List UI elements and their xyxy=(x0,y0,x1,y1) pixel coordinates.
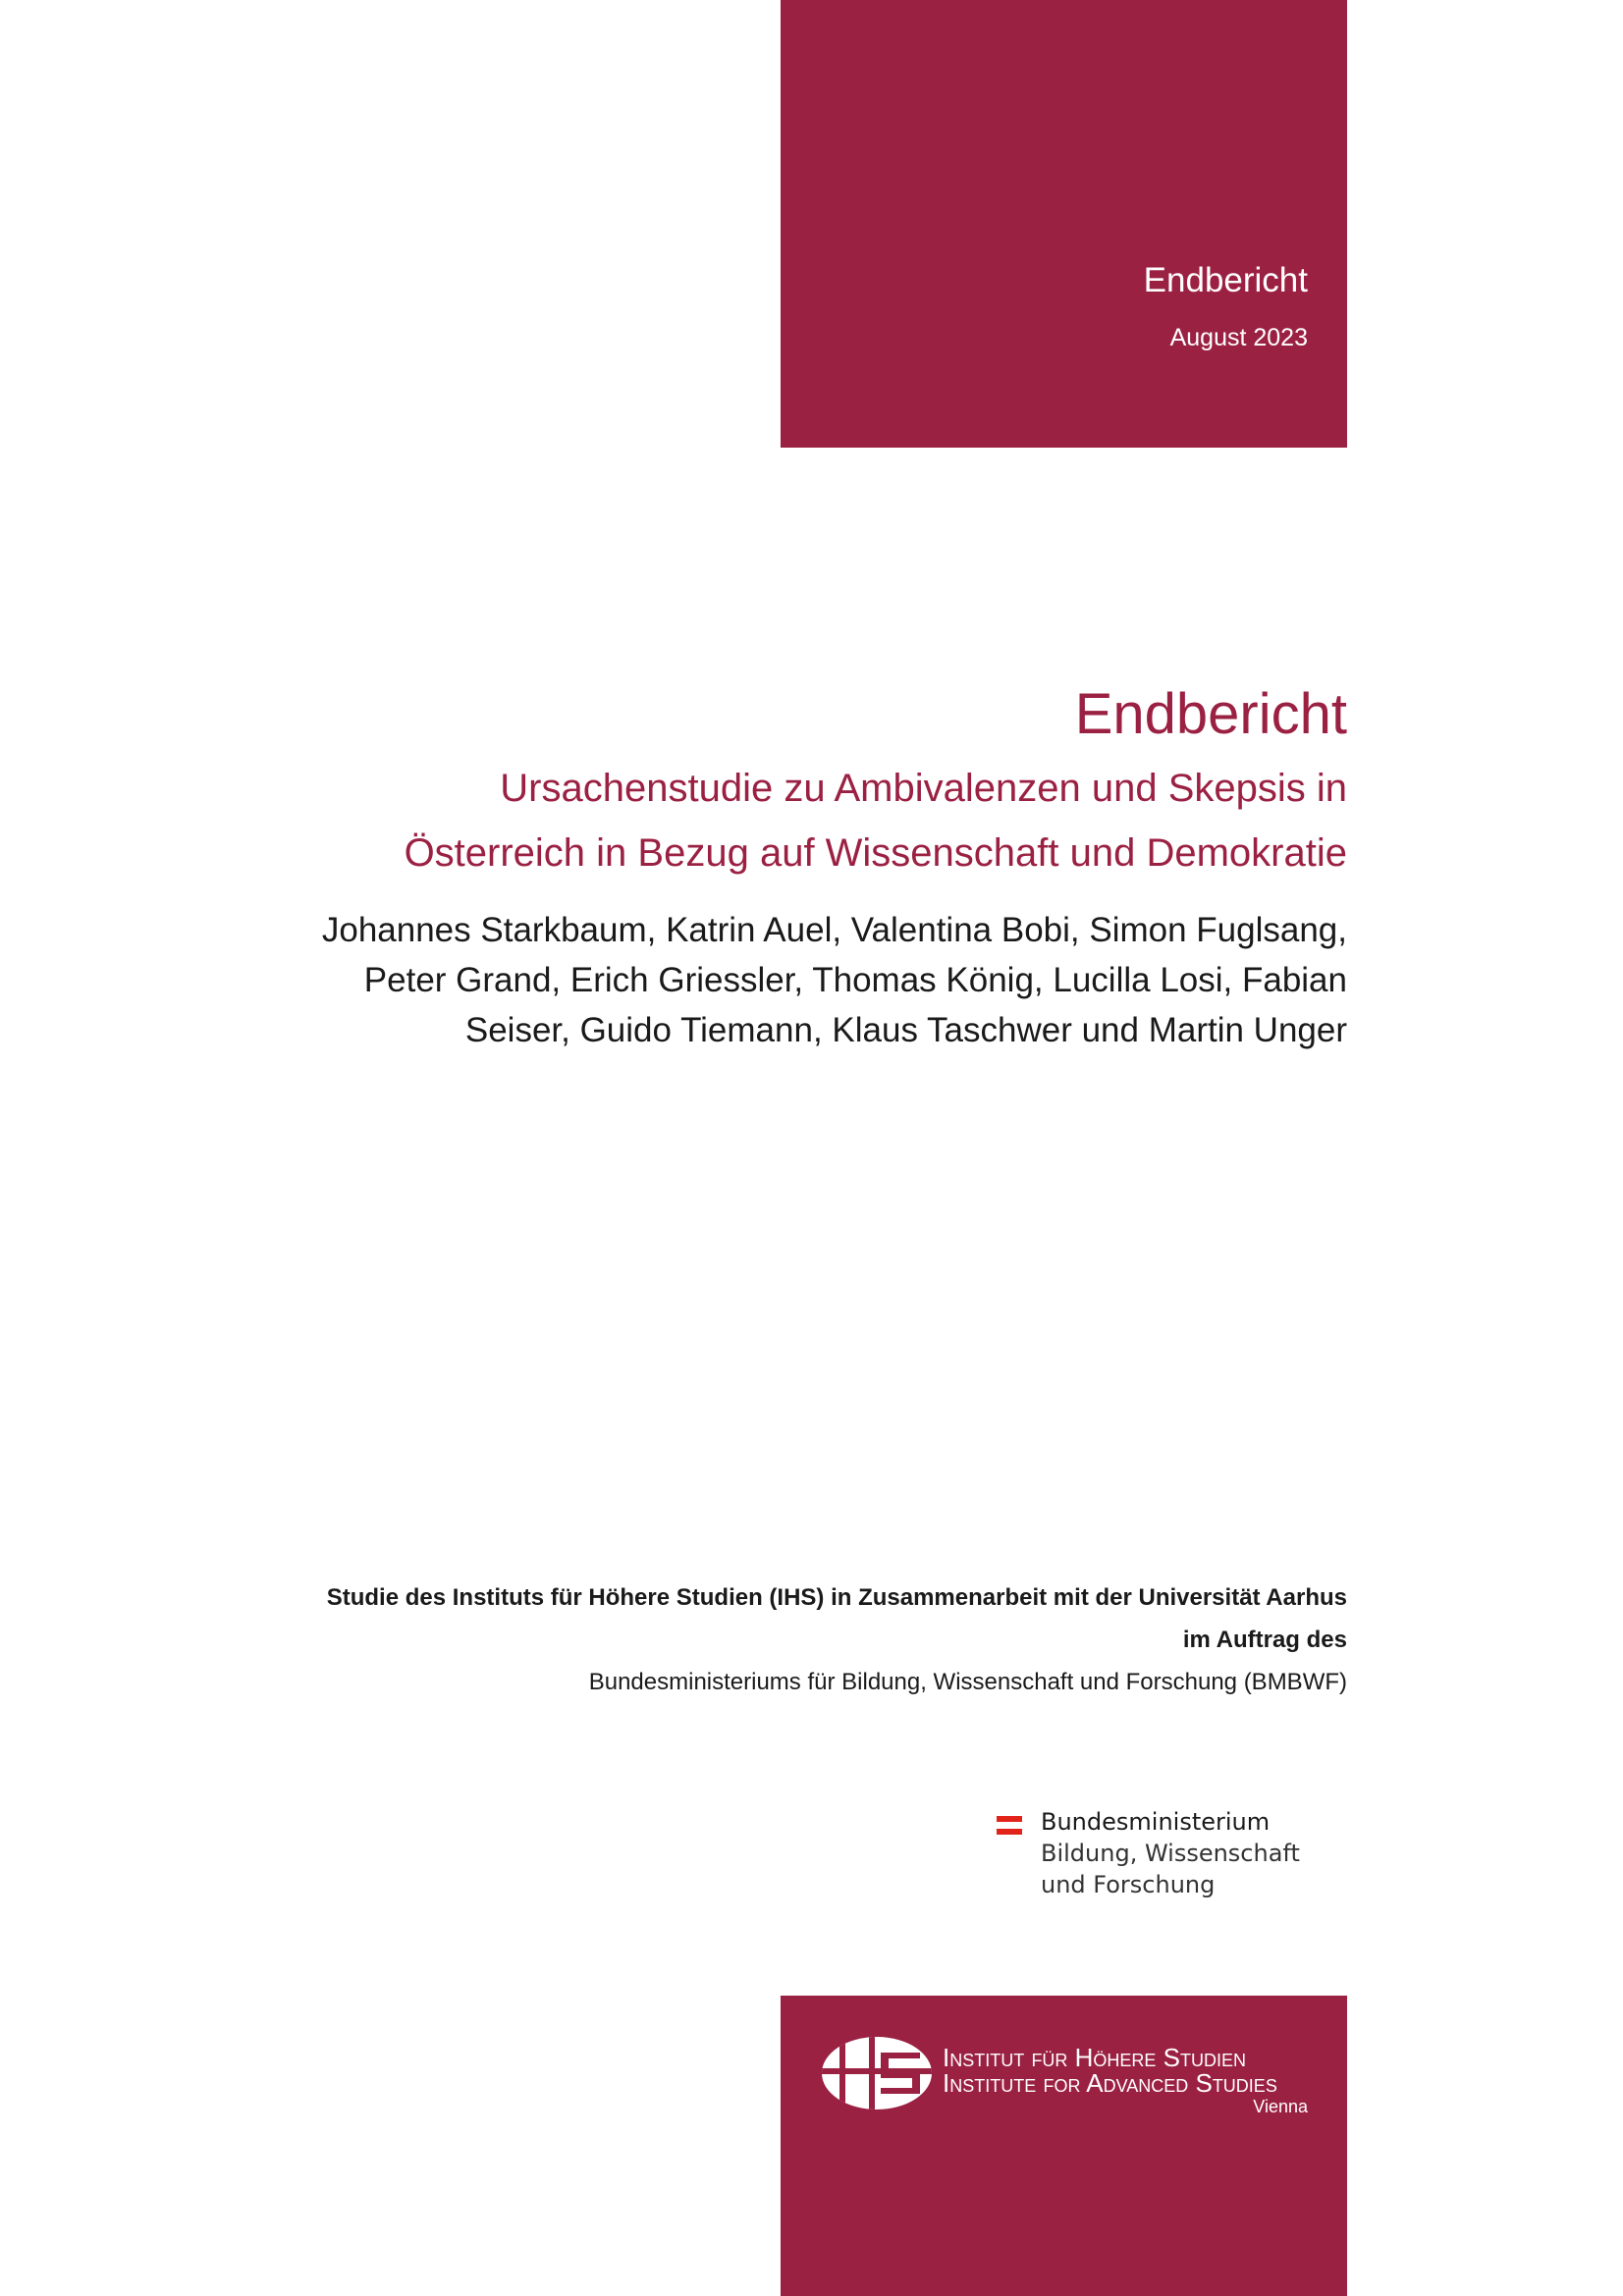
institute-name-german: Institut für Höhere Studien xyxy=(943,2043,1247,2072)
author-line: Seiser, Guido Tiemann, Klaus Taschwer und Martin Unger xyxy=(464,1011,1347,1049)
author-line: Johannes Starkbaum, Katrin Auel, Valentina Bobi, Simon Fuglsang, xyxy=(321,911,1347,949)
commissioning-ministry: Bundesministeriums für Bildung, Wissenschaft und Forschung (BMBWF) xyxy=(588,1669,1347,1695)
study-info xyxy=(169,1576,1347,1703)
cover-top-band xyxy=(781,0,1347,448)
report-date: August 2023 xyxy=(1169,324,1308,351)
subtitle-line: Ursachenstudie zu Ambivalenzen und Skepsis in xyxy=(500,767,1347,810)
ministry-logo xyxy=(997,1806,1321,1914)
ministry-logo-line: und Forschung xyxy=(1041,1871,1216,1898)
author-line: Peter Grand, Erich Griessler, Thomas König, Lucilla Losi, Fabian xyxy=(363,961,1347,999)
study-description: Studie des Instituts für Höhere Studien (IHS) in Zusammenarbeit mit der Universität Aarhus xyxy=(326,1584,1347,1611)
institute-name xyxy=(943,2045,1308,2117)
report-type-label: Endbericht xyxy=(1143,261,1308,299)
document-subtitle xyxy=(267,756,1347,885)
commission-label: im Auftrag des xyxy=(1182,1627,1347,1653)
ministry-logo-line: Bundesministerium xyxy=(1041,1808,1271,1836)
ministry-logo-text xyxy=(1041,1806,1300,1900)
author-list xyxy=(267,905,1347,1055)
austrian-flag-icon xyxy=(997,1816,1022,1835)
institute-city: Vienna xyxy=(1253,2097,1308,2116)
ministry-logo-line: Bildung, Wissenschaft xyxy=(1041,1840,1300,1867)
institute-name-english: Institute for Advanced Studies xyxy=(943,2068,1277,2098)
ihs-logo-icon xyxy=(818,2035,936,2111)
title-area xyxy=(267,677,1347,1055)
subtitle-line: Österreich in Bezug auf Wissenschaft und Demokratie xyxy=(404,831,1347,875)
cover-bottom-band xyxy=(781,1996,1347,2296)
document-title: Endbericht xyxy=(1074,682,1347,746)
